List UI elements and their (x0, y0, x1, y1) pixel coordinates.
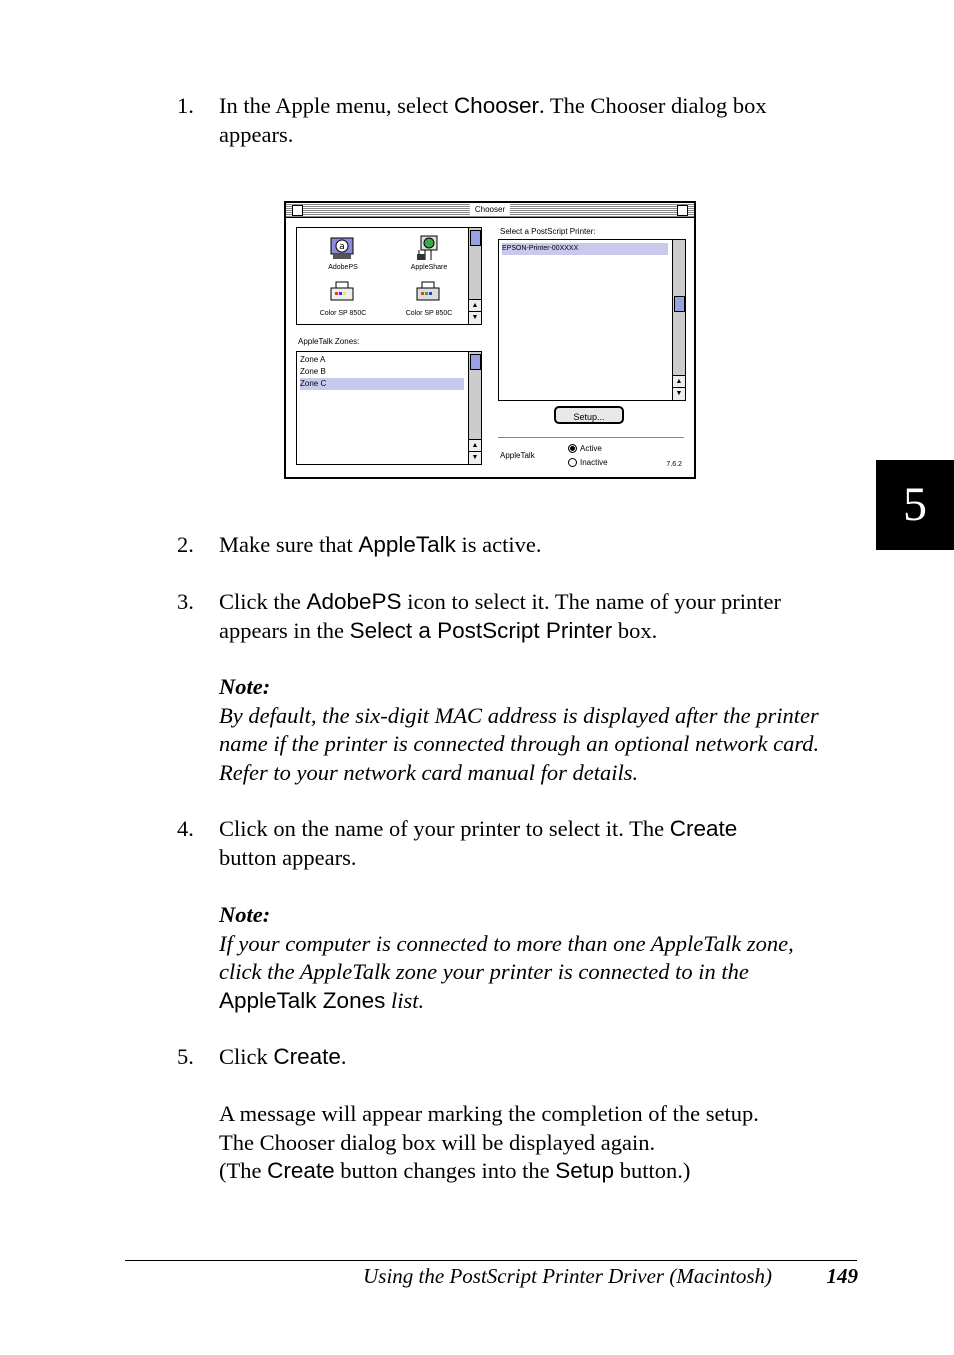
text-line: (The Create button changes into the Setup button.) (219, 1158, 691, 1183)
note-text (219, 930, 869, 1016)
radio-selected-icon (568, 444, 577, 453)
text-line: Make sure that AppleTalk is active. (219, 532, 542, 557)
scroll-down-arrow-icon[interactable]: ▼ (469, 311, 481, 324)
text-line: If your computer is connected to more than one AppleTalk zone, (219, 930, 794, 956)
zoom-box-icon[interactable] (677, 205, 688, 216)
zones-scrollbar[interactable] (468, 352, 481, 464)
zone-item[interactable]: Zone B (300, 367, 326, 376)
text-line: Click the AdobePS icon to select it. The name of your printer (219, 589, 782, 614)
printer-icon (327, 278, 357, 308)
chapter-tab: 5 (876, 460, 954, 550)
step-number: 4. (177, 816, 194, 841)
scroll-thumb[interactable] (470, 354, 481, 370)
note-text (219, 702, 869, 788)
divider (498, 437, 684, 438)
ui-term: Setup (555, 1158, 615, 1183)
color-printer-driver-2[interactable] (387, 278, 471, 322)
printer-scrollbar[interactable] (672, 240, 685, 400)
window-title: Chooser (470, 203, 510, 216)
ui-term: AppleTalk (358, 532, 456, 557)
icon-label: Color SP 850C (319, 310, 367, 317)
text-line: appears in the Select a PostScript Printer box. (219, 617, 658, 643)
text-line: click the AppleTalk zone your printer is connected to in the (219, 959, 749, 984)
text-line: The Chooser dialog box will be displayed again. (219, 1129, 656, 1155)
radio-label: Inactive (580, 458, 608, 467)
scroll-thumb[interactable] (674, 296, 685, 312)
appleshare-driver[interactable] (387, 232, 471, 276)
step-text (219, 92, 869, 149)
printer-item-selected[interactable]: EPSON-Printer-00XXXX (502, 243, 668, 255)
scroll-up-arrow-icon[interactable]: ▲ (469, 439, 481, 452)
zones-list[interactable] (296, 351, 482, 465)
color-printer-driver-1[interactable] (301, 278, 385, 322)
icon-label: AppleShare (410, 264, 448, 271)
chooser-dialog-screenshot (284, 201, 696, 479)
zone-item-selected[interactable]: Zone C (300, 378, 464, 390)
adobeps-driver[interactable] (301, 232, 385, 276)
footer-rule (125, 1260, 857, 1261)
ui-term: AdobePS (306, 589, 402, 614)
ui-term: Create (669, 816, 738, 841)
scroll-thumb[interactable] (470, 230, 481, 246)
zone-item[interactable]: Zone A (300, 355, 326, 364)
text-line: A message will appear marking the completion of the setup. (219, 1101, 759, 1126)
appletalk-active-radio[interactable] (568, 444, 602, 453)
step-text (219, 815, 869, 872)
printer-list[interactable] (498, 239, 686, 401)
setup-button[interactable]: Setup... (554, 406, 624, 424)
text-line: In the Apple menu, select Chooser. The Chooser dialog box (219, 93, 767, 118)
zones-label: AppleTalk Zones: (298, 337, 360, 346)
appleshare-icon (413, 232, 443, 262)
scroll-up-arrow-icon[interactable]: ▲ (469, 299, 481, 312)
ui-term: Create (267, 1158, 335, 1183)
svg-text:a: a (339, 242, 345, 252)
text-line: appears. (219, 121, 294, 147)
printer-icon (413, 278, 443, 308)
step-text (219, 1043, 869, 1072)
icons-scrollbar[interactable] (468, 228, 481, 324)
printer-list-label: Select a PostScript Printer: (500, 227, 596, 236)
scroll-down-arrow-icon[interactable]: ▼ (469, 451, 481, 464)
appletalk-label: AppleTalk (500, 451, 535, 460)
text-line: Click Create. (219, 1044, 347, 1069)
step-number: 2. (177, 532, 194, 557)
step-number: 5. (177, 1044, 194, 1069)
version-text: 7.6.2 (666, 461, 682, 468)
text-line: Refer to your network card manual for details. (219, 759, 639, 785)
text-line: name if the printer is connected through an optional network card. (219, 731, 820, 756)
text-line: button appears. (219, 844, 357, 870)
step-text (219, 588, 869, 645)
text-line: AppleTalk Zones list. (219, 987, 425, 1013)
note-heading: Note: (219, 902, 271, 927)
appletalk-inactive-radio[interactable] (568, 458, 608, 467)
radio-label: Active (580, 444, 602, 453)
printer-driver-icon (327, 232, 357, 262)
step-number: 3. (177, 589, 194, 614)
text-line: By default, the six-digit MAC address is displayed after the printer (219, 702, 819, 728)
icon-label: Color SP 850C (405, 310, 453, 317)
page-number: 149 (826, 1264, 858, 1288)
scroll-down-arrow-icon[interactable]: ▼ (673, 387, 685, 400)
ui-term: Select a PostScript Printer (349, 617, 613, 643)
scroll-up-arrow-icon[interactable]: ▲ (673, 375, 685, 388)
driver-icons-panel (296, 227, 482, 325)
footer-title: Using the PostScript Printer Driver (Macintosh) (363, 1264, 772, 1288)
icon-label: AdobePS (328, 264, 358, 271)
ui-term: Chooser (453, 93, 539, 118)
title-bar[interactable] (286, 203, 694, 218)
radio-unselected-icon (568, 458, 577, 467)
step-text (219, 531, 869, 560)
close-box-icon[interactable] (292, 205, 303, 216)
ui-term: AppleTalk Zones (219, 987, 386, 1013)
completion-text (219, 1100, 869, 1186)
note-heading: Note: (219, 674, 271, 699)
step-number: 1. (177, 93, 194, 118)
text-line: Click on the name of your printer to select it. The Create (219, 816, 738, 841)
ui-term: Create (273, 1044, 341, 1069)
